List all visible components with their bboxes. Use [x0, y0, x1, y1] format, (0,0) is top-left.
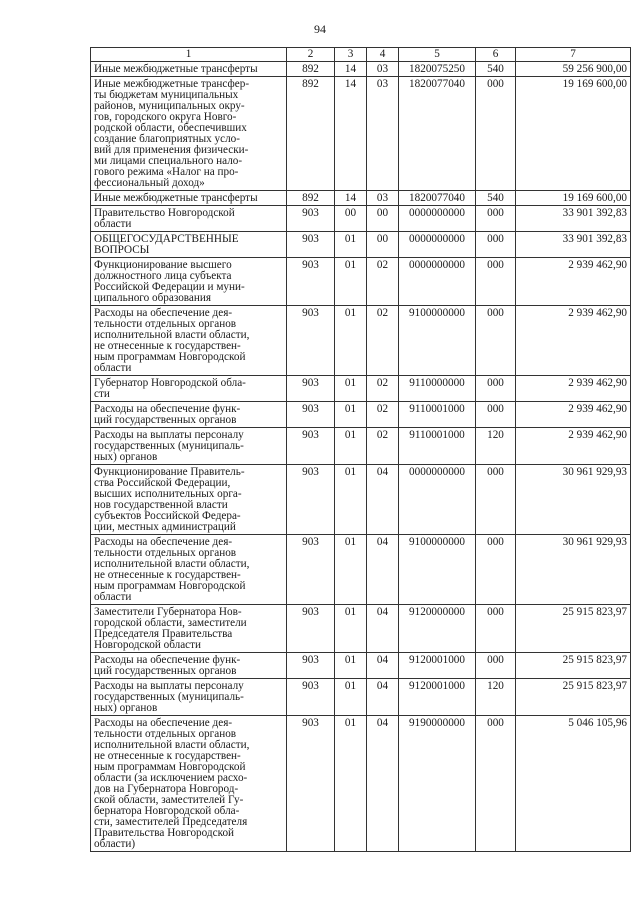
admin-code-cell [287, 605, 335, 653]
amount-cell [516, 653, 631, 679]
table-row [91, 716, 631, 852]
table-row [91, 605, 631, 653]
section-code-cell [335, 258, 367, 306]
section-code-cell [335, 62, 367, 77]
amount-cell-text: 25 915 823,97 [562, 680, 627, 692]
amount-cell [516, 258, 631, 306]
section-code-cell-text: 01 [344, 654, 357, 666]
section-code-cell-text: 01 [344, 307, 357, 319]
subsection-code-cell [367, 62, 399, 77]
subsection-code-cell [367, 77, 399, 191]
amount-cell-text: 2 939 462,90 [568, 429, 627, 441]
target-article-cell [399, 653, 476, 679]
expense-type-cell-text: 000 [487, 606, 504, 618]
target-article-cell-text: 9110001000 [409, 429, 465, 441]
expense-type-cell [476, 402, 516, 428]
row-name-cell [91, 191, 287, 206]
section-code-cell [335, 402, 367, 428]
amount-cell-text: 33 901 392,83 [562, 233, 627, 245]
expense-type-cell [476, 206, 516, 232]
expense-type-cell [476, 232, 516, 258]
subsection-code-cell [367, 306, 399, 376]
amount-cell-text: 2 939 462,90 [568, 377, 627, 389]
table-row [91, 191, 631, 206]
table-row [91, 62, 631, 77]
table-row [91, 679, 631, 716]
amount-cell-text: 2 939 462,90 [568, 259, 627, 271]
target-article-cell-text: 9120001000 [409, 680, 465, 692]
expense-type-cell-text: 540 [487, 192, 504, 204]
section-code-cell [335, 605, 367, 653]
expense-type-cell-text: 540 [487, 63, 504, 75]
amount-cell [516, 465, 631, 535]
row-name-cell [91, 465, 287, 535]
admin-code-cell [287, 653, 335, 679]
admin-code-cell [287, 465, 335, 535]
expense-type-cell-text: 000 [487, 717, 504, 729]
target-article-cell-text: 9120000000 [409, 606, 465, 618]
subsection-code-cell-text: 02 [376, 259, 389, 271]
section-code-cell-text: 01 [344, 377, 357, 389]
expense-type-cell-text: 000 [487, 466, 504, 478]
table-header-row [91, 48, 631, 62]
expense-type-cell [476, 535, 516, 605]
header-cell: 2 [287, 48, 335, 62]
row-name-cell [91, 402, 287, 428]
section-code-cell-text: 01 [344, 717, 357, 729]
section-code-cell-text: 01 [344, 466, 357, 478]
subsection-code-cell-text: 02 [376, 377, 389, 389]
expense-type-cell-text: 000 [487, 259, 504, 271]
target-article-cell-text: 9110001000 [409, 403, 465, 415]
subsection-code-cell [367, 232, 399, 258]
section-code-cell [335, 716, 367, 852]
admin-code-cell-text: 903 [302, 429, 319, 441]
row-name-cell-text: Расходы на обеспечение функ- ций государственных органов [94, 403, 241, 426]
admin-code-cell-text: 892 [302, 78, 319, 90]
admin-code-cell [287, 535, 335, 605]
admin-code-cell-text: 903 [302, 233, 319, 245]
amount-cell [516, 306, 631, 376]
section-code-cell-text: 01 [344, 233, 357, 245]
expense-type-cell-text: 000 [487, 377, 504, 389]
amount-cell [516, 376, 631, 402]
expense-type-cell-text: 000 [487, 233, 504, 245]
section-code-cell [335, 232, 367, 258]
section-code-cell [335, 376, 367, 402]
amount-cell-text: 2 939 462,90 [568, 403, 627, 415]
expense-type-cell [476, 77, 516, 191]
target-article-cell [399, 306, 476, 376]
section-code-cell-text: 01 [344, 429, 357, 441]
row-name-cell [91, 535, 287, 605]
table-row [91, 402, 631, 428]
expense-type-cell [476, 653, 516, 679]
amount-cell-text: 30 961 929,93 [562, 536, 627, 548]
row-name-cell [91, 679, 287, 716]
subsection-code-cell [367, 402, 399, 428]
row-name-cell-text: Иные межбюджетные трансферты [94, 192, 258, 204]
admin-code-cell-text: 903 [302, 403, 319, 415]
table-row [91, 232, 631, 258]
admin-code-cell [287, 428, 335, 465]
amount-cell-text: 33 901 392,83 [562, 207, 627, 219]
row-name-cell [91, 306, 287, 376]
admin-code-cell [287, 77, 335, 191]
section-code-cell [335, 653, 367, 679]
amount-cell-text: 59 256 900,00 [562, 63, 627, 75]
admin-code-cell [287, 306, 335, 376]
expense-type-cell [476, 465, 516, 535]
row-name-cell [91, 716, 287, 852]
section-code-cell-text: 01 [344, 536, 357, 548]
subsection-code-cell-text: 02 [376, 403, 389, 415]
header-cell: 1 [91, 48, 287, 62]
row-name-cell [91, 653, 287, 679]
target-article-cell [399, 258, 476, 306]
row-name-cell-text: Губернатор Новгородской обла- сти [94, 377, 246, 400]
admin-code-cell-text: 903 [302, 207, 319, 219]
row-name-cell-text: Расходы на обеспечение дея- тельности отдельных органов исполнительной власти области, не отнесенные к государствен- ным программам Новгородской области [94, 536, 250, 603]
table-row [91, 428, 631, 465]
target-article-cell [399, 465, 476, 535]
table-row [91, 206, 631, 232]
subsection-code-cell [367, 716, 399, 852]
admin-code-cell [287, 402, 335, 428]
target-article-cell-text: 1820077040 [409, 78, 465, 90]
target-article-cell [399, 376, 476, 402]
target-article-cell [399, 535, 476, 605]
table-row [91, 77, 631, 191]
section-code-cell [335, 191, 367, 206]
amount-cell [516, 191, 631, 206]
target-article-cell-text: 9190000000 [409, 717, 465, 729]
subsection-code-cell-text: 00 [376, 233, 389, 245]
target-article-cell-text: 9100000000 [409, 536, 465, 548]
admin-code-cell [287, 191, 335, 206]
subsection-code-cell [367, 605, 399, 653]
target-article-cell-text: 0000000000 [409, 207, 465, 219]
target-article-cell-text: 0000000000 [409, 233, 465, 245]
row-name-cell-text: Иные межбюджетные трансфер- ты бюджетам муниципальных районов, муниципальных окру- гов, городского округа Новго- родской области, обеспечивших создание благоприятных усло- вий для применения физически- ми лицами специального нало- гового режима «Налог на про- фессиональный доход» [94, 78, 250, 189]
admin-code-cell [287, 258, 335, 306]
expense-type-cell-text: 000 [487, 207, 504, 219]
row-name-cell-text: ОБЩЕГОСУДАРСТВЕННЫЕ ВОПРОСЫ [94, 233, 239, 256]
admin-code-cell [287, 679, 335, 716]
target-article-cell [399, 716, 476, 852]
table-row [91, 376, 631, 402]
row-name-cell-text: Расходы на обеспечение функ- ций государственных органов [94, 654, 241, 677]
expense-type-cell [476, 716, 516, 852]
admin-code-cell-text: 903 [302, 606, 319, 618]
target-article-cell [399, 402, 476, 428]
expense-type-cell [476, 258, 516, 306]
subsection-code-cell-text: 03 [376, 78, 389, 90]
subsection-code-cell-text: 04 [376, 606, 389, 618]
row-name-cell [91, 232, 287, 258]
amount-cell [516, 679, 631, 716]
amount-cell [516, 77, 631, 191]
budget-table [90, 47, 631, 852]
amount-cell [516, 716, 631, 852]
subsection-code-cell-text: 04 [376, 466, 389, 478]
expense-type-cell-text: 000 [487, 403, 504, 415]
amount-cell [516, 428, 631, 465]
expense-type-cell [476, 679, 516, 716]
subsection-code-cell-text: 04 [376, 654, 389, 666]
section-code-cell-text: 00 [344, 207, 357, 219]
target-article-cell-text: 1820075250 [409, 63, 465, 75]
amount-cell-text: 19 169 600,00 [562, 192, 627, 204]
expense-type-cell [476, 62, 516, 77]
row-name-cell-text: Правительство Новгородской области [94, 207, 235, 230]
expense-type-cell [476, 428, 516, 465]
row-name-cell-text: Функционирование Правитель- ства Российской Федерации, высших исполнительных орга- нов государственной власти субъектов Российской Федера- ции, местных администраций [94, 466, 245, 533]
admin-code-cell [287, 232, 335, 258]
subsection-code-cell-text: 03 [376, 192, 389, 204]
row-name-cell-text: Расходы на выплаты персоналу государственных (муниципаль- ных) органов [94, 680, 244, 714]
subsection-code-cell-text: 04 [376, 717, 389, 729]
row-name-cell-text: Иные межбюджетные трансферты [94, 63, 258, 75]
section-code-cell [335, 77, 367, 191]
subsection-code-cell [367, 428, 399, 465]
amount-cell [516, 62, 631, 77]
row-name-cell [91, 428, 287, 465]
table-row [91, 535, 631, 605]
target-article-cell [399, 605, 476, 653]
amount-cell [516, 232, 631, 258]
header-cell: 6 [476, 48, 516, 62]
admin-code-cell [287, 62, 335, 77]
target-article-cell [399, 232, 476, 258]
section-code-cell [335, 306, 367, 376]
subsection-code-cell-text: 00 [376, 207, 389, 219]
subsection-code-cell [367, 465, 399, 535]
row-name-cell-text: Функционирование высшего должностного лица субъекта Российской Федерации и муни- ципального образования [94, 259, 245, 304]
subsection-code-cell [367, 191, 399, 206]
expense-type-cell [476, 306, 516, 376]
expense-type-cell [476, 376, 516, 402]
admin-code-cell-text: 903 [302, 466, 319, 478]
admin-code-cell-text: 903 [302, 654, 319, 666]
section-code-cell-text: 14 [344, 63, 357, 75]
admin-code-cell-text: 903 [302, 680, 319, 692]
target-article-cell-text: 9100000000 [409, 307, 465, 319]
row-name-cell-text: Расходы на выплаты персоналу государственных (муниципаль- ных) органов [94, 429, 244, 463]
subsection-code-cell [367, 679, 399, 716]
target-article-cell [399, 191, 476, 206]
target-article-cell-text: 0000000000 [409, 259, 465, 271]
amount-cell [516, 535, 631, 605]
subsection-code-cell-text: 04 [376, 536, 389, 548]
section-code-cell [335, 206, 367, 232]
expense-type-cell-text: 120 [487, 429, 504, 441]
amount-cell [516, 402, 631, 428]
amount-cell-text: 25 915 823,97 [562, 606, 627, 618]
subsection-code-cell-text: 02 [376, 429, 389, 441]
subsection-code-cell [367, 258, 399, 306]
section-code-cell-text: 14 [344, 192, 357, 204]
admin-code-cell-text: 903 [302, 536, 319, 548]
section-code-cell [335, 428, 367, 465]
row-name-cell [91, 62, 287, 77]
target-article-cell-text: 1820077040 [409, 192, 465, 204]
target-article-cell-text: 9120001000 [409, 654, 465, 666]
section-code-cell [335, 679, 367, 716]
header-cell: 7 [516, 48, 631, 62]
subsection-code-cell [367, 535, 399, 605]
section-code-cell-text: 01 [344, 259, 357, 271]
row-name-cell [91, 376, 287, 402]
admin-code-cell [287, 206, 335, 232]
expense-type-cell [476, 605, 516, 653]
amount-cell-text: 30 961 929,93 [562, 466, 627, 478]
subsection-code-cell-text: 04 [376, 680, 389, 692]
target-article-cell [399, 206, 476, 232]
section-code-cell [335, 465, 367, 535]
amount-cell-text: 2 939 462,90 [568, 307, 627, 319]
amount-cell [516, 605, 631, 653]
admin-code-cell-text: 903 [302, 377, 319, 389]
amount-cell-text: 25 915 823,97 [562, 654, 627, 666]
amount-cell-text: 5 046 105,96 [568, 717, 627, 729]
admin-code-cell-text: 903 [302, 259, 319, 271]
target-article-cell [399, 679, 476, 716]
row-name-cell [91, 258, 287, 306]
amount-cell [516, 206, 631, 232]
table-row [91, 258, 631, 306]
row-name-cell-text: Расходы на обеспечение дея- тельности отдельных органов исполнительной власти области, не отнесенные к государствен- ным программам Новгородской области (за исключением расхо- дов на Губернатора Новгород- ской области, заместителей Гу- бернатора Новгородской обла- сти, заместителей Председателя Правительства Новгородской области) [94, 717, 250, 850]
subsection-code-cell [367, 376, 399, 402]
target-article-cell-text: 9110000000 [409, 377, 465, 389]
admin-code-cell-text: 892 [302, 192, 319, 204]
expense-type-cell-text: 000 [487, 307, 504, 319]
target-article-cell [399, 77, 476, 191]
section-code-cell-text: 01 [344, 403, 357, 415]
subsection-code-cell-text: 02 [376, 307, 389, 319]
row-name-cell [91, 206, 287, 232]
target-article-cell-text: 0000000000 [409, 466, 465, 478]
expense-type-cell-text: 120 [487, 680, 504, 692]
section-code-cell-text: 14 [344, 78, 357, 90]
table-row [91, 653, 631, 679]
header-cell: 5 [399, 48, 476, 62]
amount-cell-text: 19 169 600,00 [562, 78, 627, 90]
expense-type-cell-text: 000 [487, 78, 504, 90]
admin-code-cell-text: 903 [302, 307, 319, 319]
row-name-cell [91, 605, 287, 653]
admin-code-cell [287, 376, 335, 402]
section-code-cell-text: 01 [344, 680, 357, 692]
row-name-cell [91, 77, 287, 191]
admin-code-cell [287, 716, 335, 852]
row-name-cell-text: Заместители Губернатора Нов- городской области, заместители Председателя Правительства Новгородской области [94, 606, 247, 651]
subsection-code-cell-text: 03 [376, 63, 389, 75]
section-code-cell-text: 01 [344, 606, 357, 618]
page-number: 94 [314, 22, 326, 36]
row-name-cell-text: Расходы на обеспечение дея- тельности отдельных органов исполнительной власти области, не отнесенные к государствен- ным программам Новгородской области [94, 307, 250, 374]
expense-type-cell-text: 000 [487, 654, 504, 666]
header-cell: 4 [367, 48, 399, 62]
target-article-cell [399, 428, 476, 465]
table-row [91, 465, 631, 535]
expense-type-cell-text: 000 [487, 536, 504, 548]
header-cell: 3 [335, 48, 367, 62]
admin-code-cell-text: 903 [302, 717, 319, 729]
target-article-cell [399, 62, 476, 77]
admin-code-cell-text: 892 [302, 63, 319, 75]
subsection-code-cell [367, 206, 399, 232]
subsection-code-cell [367, 653, 399, 679]
table-row [91, 306, 631, 376]
expense-type-cell [476, 191, 516, 206]
section-code-cell [335, 535, 367, 605]
